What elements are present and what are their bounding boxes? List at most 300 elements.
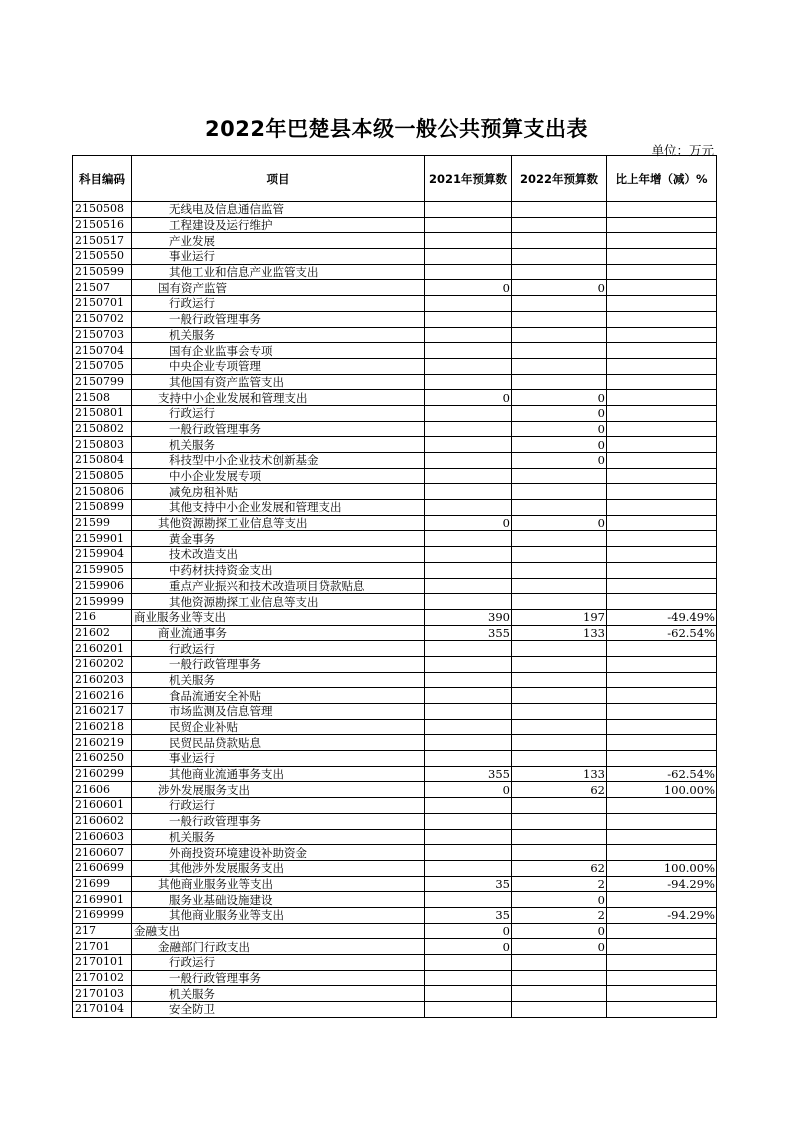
table-row [73,782,717,798]
change-percent-cell [607,374,717,390]
budget-2021-cell: 35 [425,907,512,923]
code-cell: 21508 [73,390,132,406]
budget-2021-cell [425,704,512,720]
budget-2022-cell [512,233,607,249]
budget-2022-cell [512,656,607,672]
budget-2022-cell: 0 [512,923,607,939]
budget-2022-cell: 0 [512,405,607,421]
code-cell: 2150805 [73,468,132,484]
budget-2022-cell [512,311,607,327]
budget-2022-cell [512,594,607,610]
code-cell: 2150550 [73,249,132,265]
budget-2022-cell [512,672,607,688]
table-row [73,249,717,265]
item-name-cell: 一般行政管理事务 [132,970,425,986]
unit-label: 单位：万元 [651,143,714,158]
code-cell: 2150803 [73,437,132,453]
budget-2022-cell [512,374,607,390]
change-percent-cell [607,343,717,359]
change-percent-cell [607,955,717,971]
item-name-cell: 工程建设及运行维护 [132,217,425,233]
budget-2021-cell [425,656,512,672]
budget-2021-cell [425,484,512,500]
table-row [73,766,717,782]
code-cell: 21699 [73,876,132,892]
budget-2021-cell [425,249,512,265]
change-percent-cell [607,390,717,406]
change-percent-cell [607,578,717,594]
budget-2022-cell [512,500,607,516]
item-name-cell: 安全防卫 [132,1002,425,1018]
item-name-cell: 其他商业服务业等支出 [132,876,425,892]
item-name-cell: 机关服务 [132,672,425,688]
change-percent-cell [607,468,717,484]
budget-2022-cell [512,955,607,971]
table-row [73,798,717,814]
change-percent-cell [607,358,717,374]
change-percent-cell [607,892,717,908]
code-cell: 2159905 [73,562,132,578]
budget-2021-cell [425,343,512,359]
table-row [73,562,717,578]
budget-2022-cell: 62 [512,782,607,798]
table-row [73,970,717,986]
change-percent-cell: -49.49% [607,609,717,625]
item-name-cell: 商业流通事务 [132,625,425,641]
table-row [73,311,717,327]
item-name-cell: 事业运行 [132,249,425,265]
budget-2021-cell [425,829,512,845]
change-percent-cell [607,515,717,531]
budget-2021-cell [425,813,512,829]
budget-2022-cell [512,751,607,767]
code-cell: 2169999 [73,907,132,923]
item-name-cell: 中药材扶持资金支出 [132,562,425,578]
change-percent-cell [607,296,717,312]
item-name-cell: 其他涉外发展服务支出 [132,860,425,876]
code-cell: 2150799 [73,374,132,390]
budget-2022-cell [512,719,607,735]
budget-2021-cell: 0 [425,280,512,296]
budget-2021-cell: 355 [425,625,512,641]
table-row [73,845,717,861]
code-cell: 2150705 [73,358,132,374]
table-row [73,1002,717,1018]
change-percent-cell [607,484,717,500]
table-row [73,751,717,767]
item-name-cell: 支持中小企业发展和管理支出 [132,390,425,406]
item-name-cell: 一般行政管理事务 [132,656,425,672]
budget-2021-cell [425,468,512,484]
code-cell: 2160699 [73,860,132,876]
item-name-cell: 金融支出 [132,923,425,939]
item-name-cell: 事业运行 [132,751,425,767]
code-cell: 2160299 [73,766,132,782]
table-row [73,656,717,672]
change-percent-cell [607,547,717,563]
code-cell: 216 [73,609,132,625]
budget-2021-cell [425,1002,512,1018]
change-percent-cell [607,280,717,296]
code-cell: 21606 [73,782,132,798]
header-code: 科目编码 [73,156,132,202]
item-name-cell: 国有企业监事会专项 [132,343,425,359]
budget-2022-cell: 0 [512,390,607,406]
budget-2022-cell [512,829,607,845]
change-percent-cell [607,672,717,688]
item-name-cell: 行政运行 [132,955,425,971]
table-header-row [73,156,717,202]
change-percent-cell [607,500,717,516]
change-percent-cell [607,594,717,610]
item-name-cell: 服务业基础设施建设 [132,892,425,908]
change-percent-cell: 100.00% [607,860,717,876]
item-name-cell: 食品流通安全补贴 [132,688,425,704]
budget-2022-cell: 0 [512,437,607,453]
budget-2021-cell [425,233,512,249]
table-row [73,437,717,453]
code-cell: 2159904 [73,547,132,563]
item-name-cell: 无线电及信息通信监管 [132,202,425,218]
change-percent-cell [607,249,717,265]
table-row [73,609,717,625]
budget-2022-cell [512,578,607,594]
code-cell: 2150704 [73,343,132,359]
code-cell: 2159901 [73,531,132,547]
budget-2022-cell [512,704,607,720]
budget-2022-cell: 0 [512,280,607,296]
table-row [73,955,717,971]
change-percent-cell [607,813,717,829]
table-row [73,547,717,563]
table-row [73,531,717,547]
table-row [73,515,717,531]
change-percent-cell [607,421,717,437]
change-percent-cell [607,688,717,704]
item-name-cell: 一般行政管理事务 [132,421,425,437]
budget-2021-cell [425,798,512,814]
budget-2021-cell: 0 [425,515,512,531]
table-body [73,202,717,1018]
budget-2021-cell [425,358,512,374]
budget-2021-cell [425,719,512,735]
change-percent-cell [607,437,717,453]
budget-2021-cell [425,531,512,547]
item-name-cell: 行政运行 [132,641,425,657]
budget-2021-cell [425,405,512,421]
table-row [73,578,717,594]
change-percent-cell [607,405,717,421]
budget-2022-cell: 0 [512,421,607,437]
change-percent-cell [607,798,717,814]
budget-2022-cell: 2 [512,907,607,923]
change-percent-cell [607,453,717,469]
item-name-cell: 产业发展 [132,233,425,249]
budget-2022-cell [512,735,607,751]
table-row [73,500,717,516]
change-percent-cell [607,986,717,1002]
change-percent-cell [607,704,717,720]
budget-2022-cell [512,845,607,861]
table-row [73,468,717,484]
budget-2021-cell [425,296,512,312]
code-cell: 2160216 [73,688,132,704]
change-percent-cell [607,1002,717,1018]
table-row [73,233,717,249]
table-row [73,719,717,735]
budget-2022-cell [512,343,607,359]
budget-2021-cell: 0 [425,939,512,955]
budget-2022-cell [512,970,607,986]
table-row [73,923,717,939]
budget-2022-cell: 0 [512,892,607,908]
item-name-cell: 行政运行 [132,798,425,814]
item-name-cell: 行政运行 [132,296,425,312]
table-row [73,217,717,233]
code-cell: 2160607 [73,845,132,861]
budget-2021-cell [425,264,512,280]
change-percent-cell [607,751,717,767]
code-cell: 2159906 [73,578,132,594]
table-row [73,829,717,845]
code-cell: 21599 [73,515,132,531]
code-cell: 2170102 [73,970,132,986]
budget-2022-cell: 133 [512,625,607,641]
item-name-cell: 减免房租补贴 [132,484,425,500]
code-cell: 2150806 [73,484,132,500]
code-cell: 2169901 [73,892,132,908]
item-name-cell: 一般行政管理事务 [132,813,425,829]
code-cell: 21507 [73,280,132,296]
change-percent-cell [607,264,717,280]
document-title: 2022年巴楚县本级一般公共预算支出表 [205,117,588,141]
item-name-cell: 其他商业服务业等支出 [132,907,425,923]
item-name-cell: 机关服务 [132,829,425,845]
code-cell: 2170104 [73,1002,132,1018]
item-name-cell: 外商投资环境建设补助资金 [132,845,425,861]
code-cell: 2150517 [73,233,132,249]
budget-2022-cell [512,641,607,657]
budget-2022-cell [512,202,607,218]
budget-2022-cell [512,484,607,500]
change-percent-cell: 100.00% [607,782,717,798]
table-row [73,453,717,469]
table-row [73,421,717,437]
item-name-cell: 科技型中小企业技术创新基金 [132,453,425,469]
table-row [73,907,717,923]
budget-2021-cell [425,641,512,657]
code-cell: 2170101 [73,955,132,971]
item-name-cell: 市场监测及信息管理 [132,704,425,720]
item-name-cell: 一般行政管理事务 [132,311,425,327]
budget-2022-cell [512,798,607,814]
code-cell: 2150802 [73,421,132,437]
budget-2022-cell: 2 [512,876,607,892]
code-cell: 217 [73,923,132,939]
code-cell: 2150702 [73,311,132,327]
change-percent-cell [607,923,717,939]
budget-2021-cell: 0 [425,923,512,939]
item-name-cell: 国有资产监管 [132,280,425,296]
budget-2022-cell [512,547,607,563]
code-cell: 2150599 [73,264,132,280]
budget-2021-cell [425,860,512,876]
code-cell: 2160202 [73,656,132,672]
table-row [73,892,717,908]
budget-2022-cell [512,296,607,312]
code-cell: 2170103 [73,986,132,1002]
code-cell: 2150899 [73,500,132,516]
table-row [73,641,717,657]
change-percent-cell: -94.29% [607,907,717,923]
code-cell: 2160201 [73,641,132,657]
item-name-cell: 其他资源勘探工业信息等支出 [132,594,425,610]
table-row [73,735,717,751]
change-percent-cell [607,531,717,547]
budget-2022-cell [512,813,607,829]
budget-2021-cell [425,327,512,343]
budget-2022-cell [512,1002,607,1018]
code-cell: 2150703 [73,327,132,343]
item-name-cell: 中央企业专项管理 [132,358,425,374]
table-row [73,296,717,312]
item-name-cell: 商业服务业等支出 [132,609,425,625]
table-row [73,202,717,218]
item-name-cell: 民贸民品贷款贴息 [132,735,425,751]
code-cell: 2150516 [73,217,132,233]
budget-2021-cell [425,986,512,1002]
code-cell: 21602 [73,625,132,641]
budget-2021-cell [425,845,512,861]
budget-2022-cell [512,358,607,374]
budget-2021-cell [425,892,512,908]
change-percent-cell [607,719,717,735]
header-2022-budget: 2022年预算数 [512,156,607,202]
table-row [73,374,717,390]
code-cell: 2160602 [73,813,132,829]
budget-2022-cell: 133 [512,766,607,782]
change-percent-cell [607,829,717,845]
change-percent-cell [607,970,717,986]
code-cell: 2150508 [73,202,132,218]
header-item: 项目 [132,156,425,202]
change-percent-cell [607,641,717,657]
budget-2021-cell [425,202,512,218]
item-name-cell: 其他商业流通事务支出 [132,766,425,782]
change-percent-cell [607,311,717,327]
change-percent-cell [607,656,717,672]
code-cell: 2160203 [73,672,132,688]
code-cell: 2160217 [73,704,132,720]
item-name-cell: 机关服务 [132,986,425,1002]
item-name-cell: 民贸企业补贴 [132,719,425,735]
budget-2021-cell [425,547,512,563]
code-cell: 2160250 [73,751,132,767]
table-row [73,343,717,359]
item-name-cell: 重点产业振兴和技术改造项目贷款贴息 [132,578,425,594]
budget-2022-cell [512,688,607,704]
code-cell: 2159999 [73,594,132,610]
budget-2022-cell [512,264,607,280]
table-row [73,405,717,421]
budget-2021-cell [425,217,512,233]
item-name-cell: 其他国有资产监管支出 [132,374,425,390]
table-row [73,327,717,343]
budget-2021-cell [425,751,512,767]
table-row [73,390,717,406]
table-row [73,594,717,610]
item-name-cell: 中小企业发展专项 [132,468,425,484]
item-name-cell: 黄金事务 [132,531,425,547]
change-percent-cell [607,233,717,249]
budget-2021-cell: 355 [425,766,512,782]
change-percent-cell [607,327,717,343]
change-percent-cell [607,735,717,751]
budget-2021-cell [425,594,512,610]
table-row [73,672,717,688]
budget-2022-cell [512,468,607,484]
table-row [73,280,717,296]
budget-2022-cell: 0 [512,515,607,531]
budget-2021-cell [425,562,512,578]
table-row [73,704,717,720]
table-row [73,264,717,280]
budget-2021-cell: 0 [425,782,512,798]
table-row [73,358,717,374]
budget-2021-cell [425,374,512,390]
budget-2021-cell [425,735,512,751]
table-row [73,688,717,704]
change-percent-cell [607,939,717,955]
budget-2022-cell: 0 [512,453,607,469]
budget-2021-cell [425,500,512,516]
budget-2021-cell [425,453,512,469]
budget-2021-cell [425,688,512,704]
table-row [73,625,717,641]
change-percent-cell [607,217,717,233]
budget-2021-cell [425,955,512,971]
code-cell: 21701 [73,939,132,955]
code-cell: 2160603 [73,829,132,845]
budget-2021-cell [425,421,512,437]
item-name-cell: 技术改造支出 [132,547,425,563]
table-row [73,484,717,500]
budget-2021-cell: 0 [425,390,512,406]
table-row [73,860,717,876]
code-cell: 2150804 [73,453,132,469]
change-percent-cell [607,202,717,218]
code-cell: 2150801 [73,405,132,421]
item-name-cell: 金融部门行政支出 [132,939,425,955]
table-row [73,876,717,892]
budget-2021-cell: 390 [425,609,512,625]
item-name-cell: 机关服务 [132,327,425,343]
code-cell: 2160219 [73,735,132,751]
budget-2021-cell [425,437,512,453]
budget-2022-cell [512,562,607,578]
budget-2022-cell [512,249,607,265]
code-cell: 2150701 [73,296,132,312]
table-row [73,813,717,829]
item-name-cell: 行政运行 [132,405,425,421]
budget-table [72,155,717,1018]
item-name-cell: 其他资源勘探工业信息等支出 [132,515,425,531]
budget-2022-cell [512,217,607,233]
item-name-cell: 其他支持中小企业发展和管理支出 [132,500,425,516]
change-percent-cell [607,845,717,861]
budget-2022-cell: 0 [512,939,607,955]
item-name-cell: 其他工业和信息产业监管支出 [132,264,425,280]
